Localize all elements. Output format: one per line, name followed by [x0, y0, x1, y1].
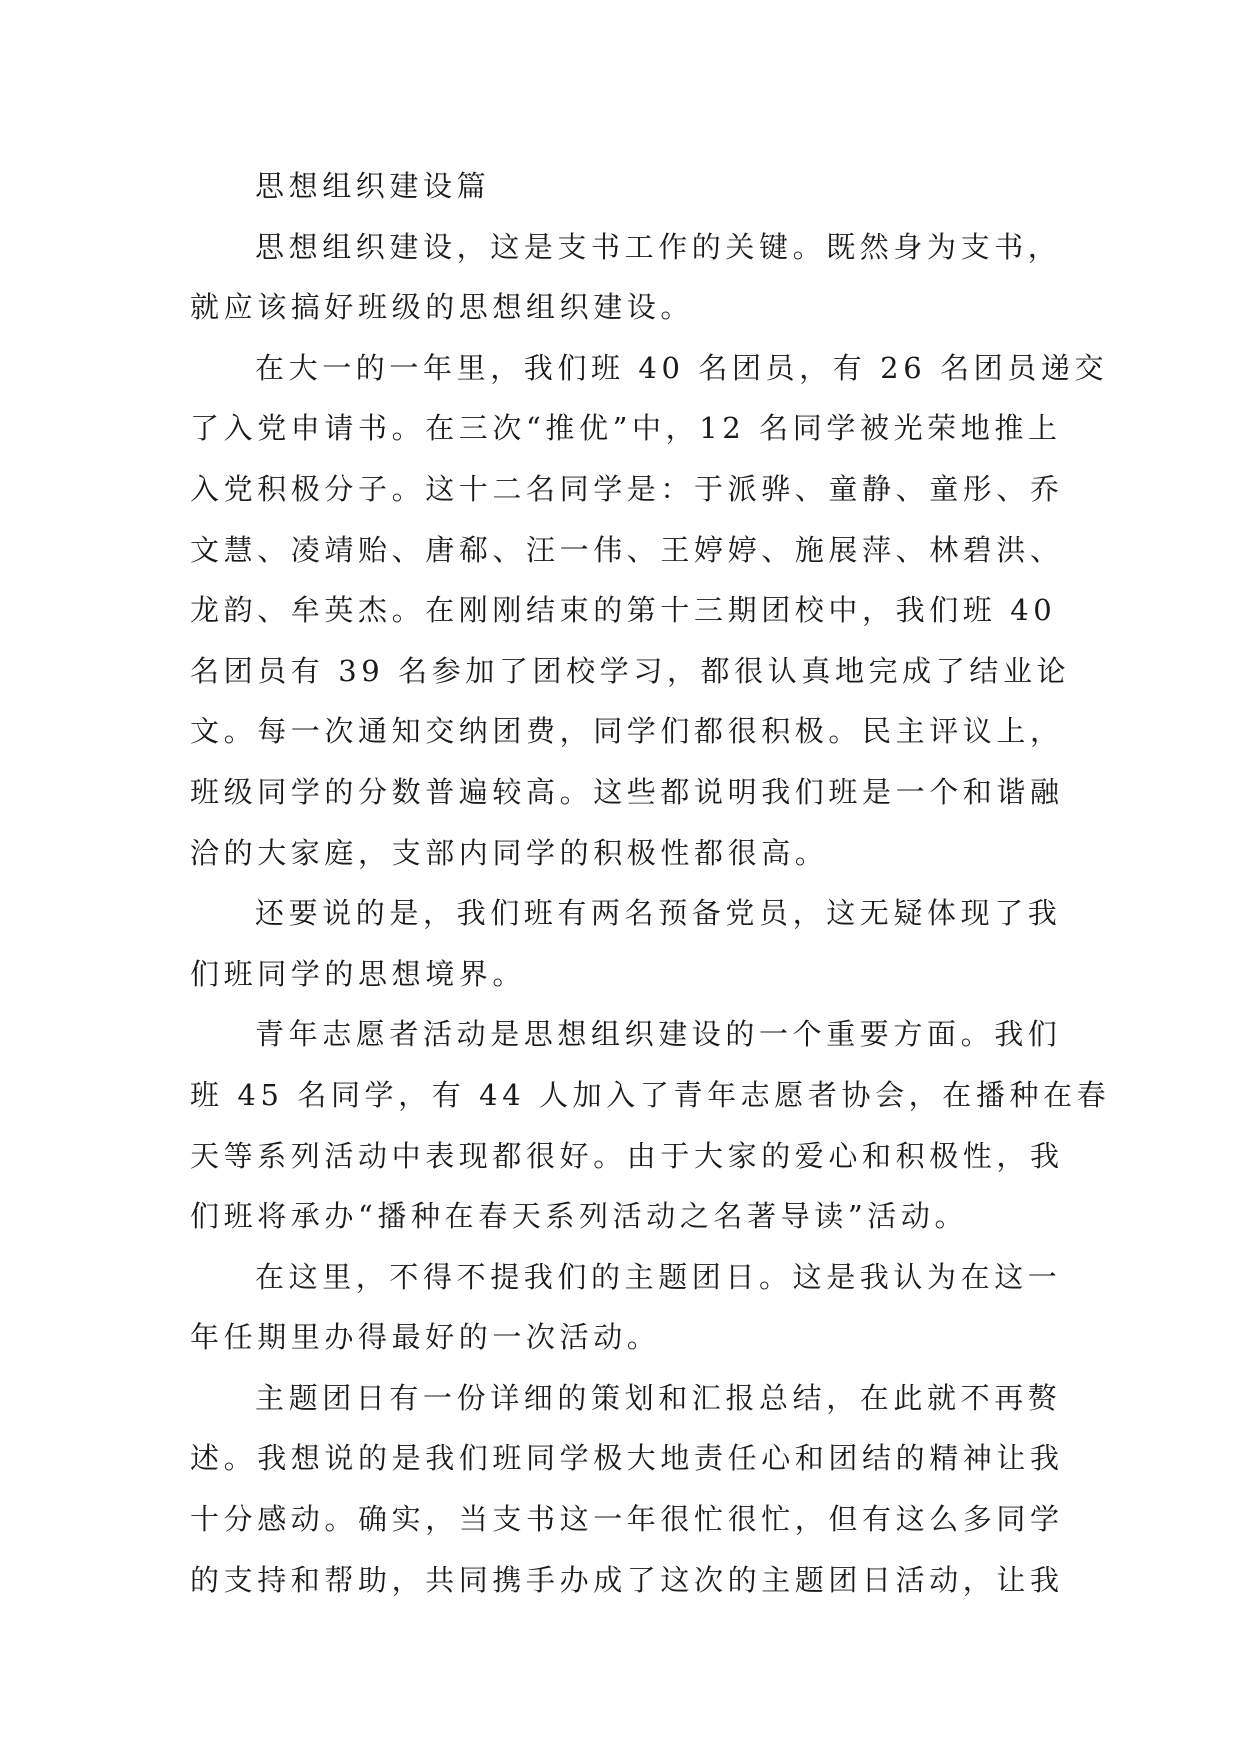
document-body [190, 156, 1111, 1610]
text-line: 青年志愿者活动是思想组织建设的一个重要方面。我们 [255, 1017, 1062, 1052]
text-line: 还要说的是，我们班有两名预备党员，这无疑体现了我 [255, 896, 1062, 931]
text-line: 十分感动。确实，当支书这一年很忙很忙，但有这么多同学 [190, 1502, 1064, 1537]
text-line: 班级同学的分数普遍较高。这些都说明我们班是一个和谐融 [190, 774, 1064, 809]
text-line: 们班同学的思想境界。 [190, 956, 527, 991]
section-heading: 思想组织建设篇 [255, 169, 491, 203]
text-line: 们班将承办“播种在春天系列活动之名著导读”活动。 [190, 1199, 969, 1234]
text-line: 天等系列活动中表现都很好。由于大家的爱心和积极性，我 [190, 1138, 1064, 1173]
text-line: 主题团日有一份详细的策划和汇报总结，在此就不再赘 [255, 1380, 1062, 1415]
text-line: 入党积极分子。这十二名同学是：于派骅、童静、童彤、乔 [190, 471, 1064, 506]
text-line: 名团员有 39 名参加了团校学习，都很认真地完成了结业论 [190, 653, 1071, 688]
text-line: 年任期里办得最好的一次活动。 [190, 1320, 661, 1355]
text-line: 龙韵、牟英杰。在刚刚结束的第十三期团校中，我们班 40 [190, 593, 1057, 628]
text-line: 洽的大家庭，支部内同学的积极性都很高。 [190, 835, 829, 870]
text-line: 的支持和帮助，共同携手办成了这次的主题团日活动，让我 [190, 1562, 1064, 1597]
text-line: 思想组织建设，这是支书工作的关键。既然身为支书， [255, 229, 1062, 264]
text-line: 就应该搞好班级的思想组织建设。 [190, 290, 695, 325]
text-line: 述。我想说的是我们班同学极大地责任心和团结的精神让我 [190, 1441, 1064, 1476]
text-line: 文慧、凌靖贻、唐郗、汪一伟、王婷婷、施展萍、林碧洪、 [190, 532, 1064, 567]
text-line: 班 45 名同学，有 44 人加入了青年志愿者协会，在播种在春 [190, 1077, 1111, 1112]
text-line: 了入党申请书。在三次“推优”中，12 名同学被光荣地推上 [190, 411, 1062, 446]
text-line: 文。每一次通知交纳团费，同学们都很积极。民主评议上， [190, 714, 1064, 749]
text-line: 在这里，不得不提我们的主题团日。这是我认为在这一 [255, 1259, 1062, 1294]
text-line: 在大一的一年里，我们班 40 名团员，有 26 名团员递交 [255, 350, 1109, 385]
